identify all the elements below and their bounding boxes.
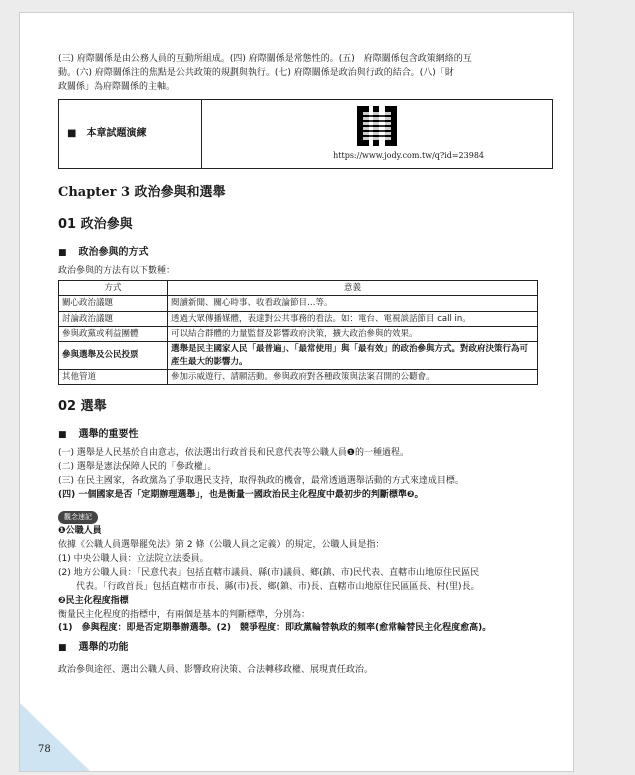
note-line: ❶公職人員 [58, 525, 102, 536]
table-cell: 參加示威遊行、請願活動。參與政府對各種政策與法案召開的公聽會。 [168, 369, 538, 384]
note-tag: 觀念速記 [58, 511, 98, 524]
table-row [59, 326, 538, 341]
page-number: 78 [38, 744, 51, 755]
list-item: (三) 在民主國家，各政黨為了爭取選民支持，取得執政的機會，最常透過選舉活動的方式來達成目標。 [58, 476, 464, 487]
note-block [58, 525, 553, 637]
paragraph-line: (三) 府際關係是由公務人員的互動所組成。(四) 府際關係是常態性的。(五) 府際關係包含政策網絡的互 [58, 54, 472, 64]
paragraph-line: 政關係」為府際關係的主軸。 [58, 81, 176, 92]
section-heading-2: 02 選舉 [58, 399, 107, 415]
qr-code-icon[interactable] [357, 106, 397, 146]
note-line: 依據《公職人員選舉罷免法》第 2 條（公職人員之定義）的規定，公職人員是指： [58, 539, 385, 550]
corner-decoration [20, 703, 90, 771]
table-row [59, 311, 538, 326]
note-line: (1) 中央公職人員：立法院立法委員。 [58, 553, 209, 564]
table-header: 方式 [59, 280, 168, 295]
note-line: 代表。「行政首長」包括直轄市市長、縣(市)長、鄉(鎮、市)長、直轄市山地原住民區區長、村(里)長。 [58, 581, 480, 592]
table-row [59, 342, 538, 370]
table-cell: 參與選舉及公民投票 [59, 342, 168, 370]
document-page [19, 12, 574, 772]
list-item: (二) 選舉是憲法保障人民的「參政權」。 [58, 462, 217, 473]
subheading-participation-methods: ■ 政治參與的方式 [58, 245, 553, 261]
table-row [59, 296, 538, 311]
participation-table [58, 280, 538, 385]
table-cell: 可以結合群體的力量監督及影響政府決策，擴大政治參與的效果。 [168, 326, 538, 341]
importance-list [58, 447, 553, 503]
practice-label [59, 100, 202, 168]
subheading-election-importance: ■ 選舉的重要性 [58, 427, 553, 443]
note-line: (1) 參與程度：即是否定期舉辦選舉。(2) 競爭程度：即政黨輪替執政的頻率(愈常輪替民主化程度愈高)。 [58, 623, 492, 634]
square-bullet-icon: ■ [67, 128, 77, 140]
section-heading-1: 01 政治參與 [58, 216, 133, 232]
practice-url[interactable]: https://www.jody.com.tw/q?id=23984 [333, 150, 484, 160]
list-item: (四) 一個國家是否「定期辦理選舉」，也是衡量一國政治民主化程度中最初步的判斷標準❷。 [58, 490, 424, 501]
page-content [58, 53, 553, 678]
note-line: ❷民主化程度指標 [58, 595, 129, 606]
subheading-election-functions: ■ 選舉的功能 [58, 640, 553, 656]
chapter-title: Chapter 3 政治參與和選舉 [58, 184, 226, 200]
practice-qr-cell [202, 100, 552, 168]
table-cell: 選舉是民主國家人民「最普遍」、「最常使用」與「最有效」的政治參與方式。對政府決策行為可產生最大的影響力。 [168, 342, 538, 370]
table-header: 意義 [168, 280, 538, 295]
table-cell: 討論政治議題 [59, 311, 168, 326]
table-cell: 參與政黨或利益團體 [59, 326, 168, 341]
list-item: (一) 選舉是人民基於自由意志，依法選出行政首長和民意代表等公職人員❶的一種過程。 [58, 448, 409, 459]
practice-box [58, 99, 553, 169]
table-header-row [59, 280, 538, 295]
functions-text: 政治參與途徑、選出公職人員、影響政府決策、合法轉移政權、展現責任政治。 [58, 665, 374, 676]
note-line: (2) 地方公職人員：「民意代表」包括直轄市議員、縣(市)議員、鄉(鎮、市)民代表、直轄市山地原住民區民 [58, 567, 480, 578]
practice-label-text: 本章試題演練 [86, 128, 147, 140]
table-cell: 閱讀新聞、關心時事、收看政論節目…等。 [168, 296, 538, 311]
table-row [59, 369, 538, 384]
table-cell: 其他管道 [59, 369, 168, 384]
top-paragraph [58, 53, 553, 95]
paragraph-line: 動。(六) 府際關係注的焦點是公共政策的規劃與執行。(七) 府際關係是政治與行政的結合。(八)「財 [58, 67, 454, 78]
note-line: 衡量民主化程度的指標中，有兩個是基本的判斷標準，分別為： [58, 609, 311, 620]
table-cell: 透過大眾傳播媒體，表達對公共事務的看法。如：電台、電視談話節目 call in。 [168, 311, 538, 326]
intro-text: 政治參與的方法有以下數種： [58, 266, 176, 277]
table-cell: 關心政治議題 [59, 296, 168, 311]
